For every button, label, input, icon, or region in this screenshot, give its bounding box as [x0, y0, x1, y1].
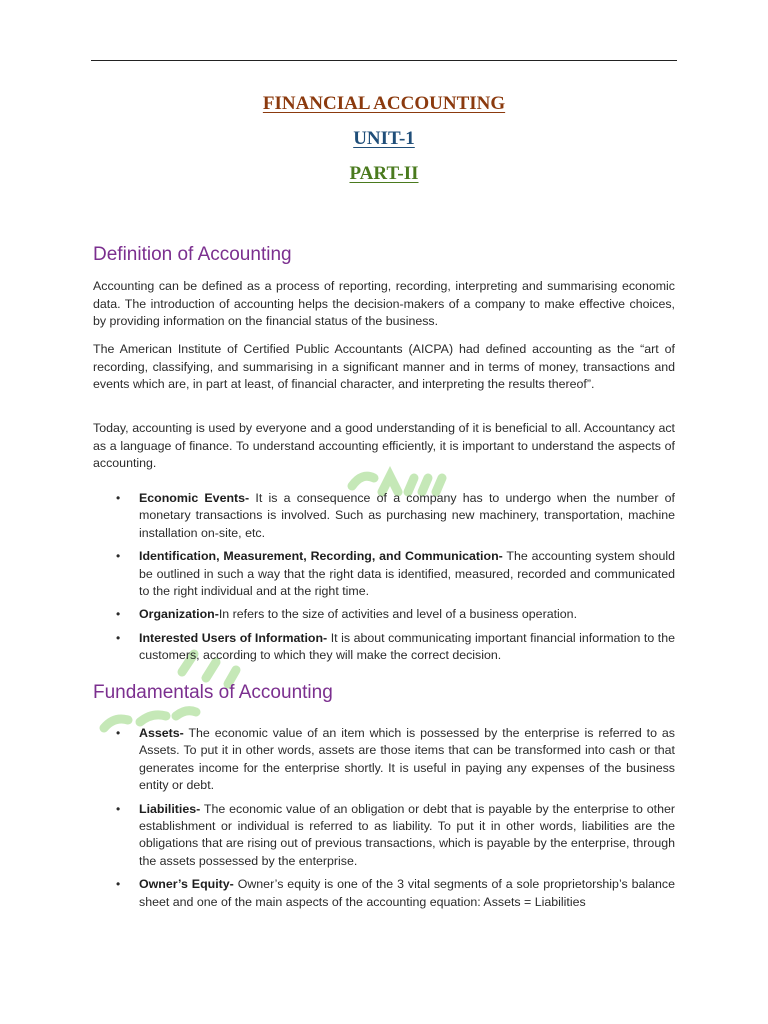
bullet-term: Identification, Measurement, Recording, and Communication- [139, 549, 503, 564]
bullet-term: Liabilities- [139, 801, 201, 816]
list-item [93, 630, 675, 665]
list-item [93, 725, 675, 795]
definition-body [93, 278, 675, 331]
bullet-icon: • [116, 491, 121, 505]
bullet-text: It is a consequence of a company has to undergo when the number of monetary transactions is involved. Such as purchasing new machinery, transportation, machine installation on-site, etc. [139, 491, 675, 540]
header-rule [91, 60, 677, 61]
bullet-icon: • [116, 726, 121, 740]
fundamentals-heading: Fundamentals of Accounting [93, 682, 333, 703]
definition-paragraph-2-wrap [93, 341, 675, 394]
bullet-term: Interested Users of Information- [139, 630, 328, 645]
bullet-icon: • [116, 877, 121, 892]
bullet-term: Economic Events- [139, 491, 250, 505]
part-title: PART-II [349, 163, 419, 184]
definition-bullet-list [93, 490, 675, 665]
definition-paragraph-3-wrap [93, 420, 675, 473]
fundamentals-section [93, 682, 675, 704]
list-item [93, 801, 675, 871]
definition-paragraph-2: The American Institute of Certified Public Accountants (AICPA) had defined accounting as the “art of recording, classifying, and summarising in a significant manner and in terms of money, transactions and events which are, in part at least, of financial character, and interpreting the results thereof”. [93, 342, 675, 392]
list-item [93, 490, 675, 542]
list-item [93, 548, 675, 600]
bullet-icon: • [116, 607, 121, 622]
fundamentals-bullet-list [93, 725, 675, 911]
bullet-icon: • [116, 630, 121, 645]
definition-section [93, 244, 675, 266]
definition-paragraph-1: Accounting can be defined as a process of reporting, recording, interpreting and summarising economic data. The introduction of accounting helps the decision-makers of a company to make effective choices, by providing information on the financial status of the business. [93, 279, 675, 329]
definition-paragraph-3: Today, accounting is used by everyone and a good understanding of it is beneficial to all. Accountancy act as a language of finance. To understand accounting efficiently, it is important to understand the aspects of accounting. [93, 421, 675, 471]
definition-heading: Definition of Accounting [93, 244, 292, 265]
list-item [93, 606, 675, 623]
bullet-term: Organization- [139, 607, 219, 622]
bullet-term: Assets- [139, 726, 184, 740]
bullet-icon: • [116, 549, 121, 564]
bullet-text: In refers to the size of activities and level of a business operation. [218, 607, 578, 622]
list-item [93, 876, 675, 911]
bullet-icon: • [116, 801, 121, 816]
bullet-text: The economic value of an obligation or debt that is payable by the enterprise to other establishment or individual is referred to as liability. To put it in other words, liabilities are the obligations that are rising out of previous transactions, which is payable by the enterprise, through the assets possessed by the enterprise. [139, 801, 675, 868]
unit-title: UNIT-1 [353, 128, 415, 149]
bullet-text: Owner’s equity is one of the 3 vital segments of a sole proprietorship’s balance sheet and one of the main aspects of the accounting equation: Assets = Liabilities [139, 877, 675, 909]
bullet-text: The economic value of an item which is possessed by the enterprise is referred to as Assets. To put it in other words, assets are those items that can be transformed into cash or that generates income for the enterprise shortly. It is useful in paying any expenses of the business entity or debt. [139, 726, 675, 793]
main-title: FINANCIAL ACCOUNTING [262, 93, 506, 114]
title-block [0, 86, 768, 191]
bullet-text: It is about communicating important financial information to the customers, according to which they will make the correct decision. [139, 630, 675, 663]
bullet-term: Owner’s Equity- [139, 877, 234, 892]
bullet-text: The accounting system should be outlined in such a way that the right data is identified, measured, recorded and communicated to the right individual and at the right time. [139, 549, 675, 599]
